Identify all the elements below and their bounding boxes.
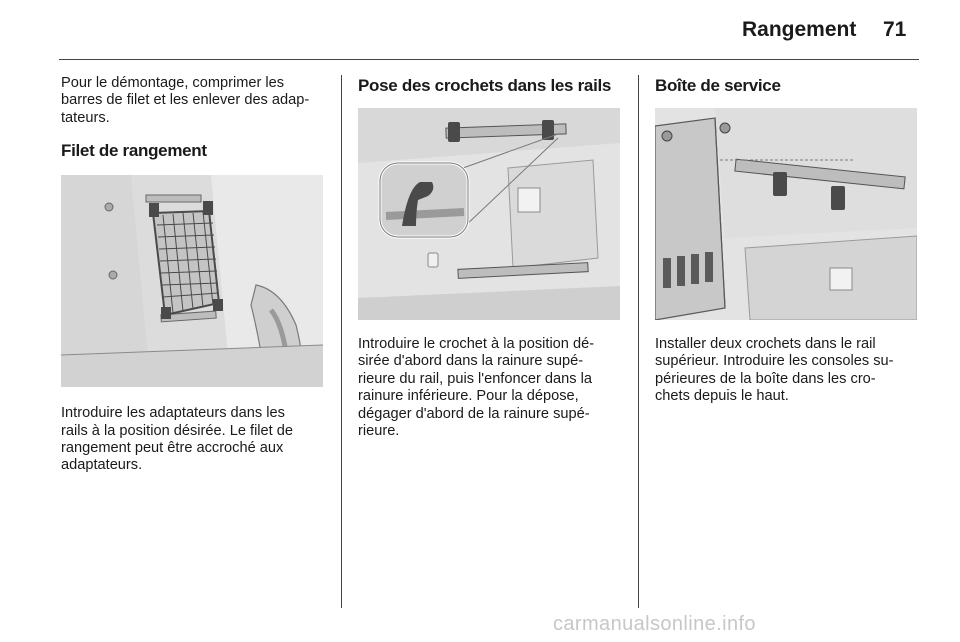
column-luggage-net <box>61 73 327 475</box>
rail-hooks-caption: Introduire le crochet à la position dé- sirée d'abord dans la rainure supé- rieure du rail, puis l'enfoncer dans la rainure inférieure. Pour la dépose, dégager d'abord de la rainure supé- rieure. <box>358 336 595 440</box>
luggage-net-illustration <box>61 175 323 387</box>
page-number: 71 <box>883 18 907 41</box>
column-service-box <box>655 73 923 406</box>
header-divider <box>59 59 919 60</box>
rail-hook-illustration <box>358 108 620 320</box>
section-heading-service-box: Boîte de service <box>655 76 781 95</box>
column-divider-left <box>341 75 342 608</box>
column-rail-hooks <box>358 73 626 440</box>
watermark-text: carmanualsonline.info <box>553 613 756 635</box>
service-box-caption: Installer deux crochets dans le rail supérieur. Introduire les consoles su- périeures de la boîte dans les cro- chets depuis le haut. <box>655 336 894 405</box>
removal-instructions: Pour le démontage, comprimer les barres de filet et les enlever des adap- tateurs. <box>61 75 310 126</box>
service-box-illustration <box>655 108 917 320</box>
section-heading-rail-hooks: Pose des crochets dans les rails <box>358 76 612 95</box>
luggage-net-caption: Introduire les adaptateurs dans les rails à la position désirée. Le filet de rangement peut être accroché aux adaptateurs. <box>61 405 294 474</box>
column-divider-right <box>638 75 639 608</box>
page-title: Rangement <box>742 18 857 41</box>
section-heading-luggage-net: Filet de rangement <box>61 141 207 161</box>
